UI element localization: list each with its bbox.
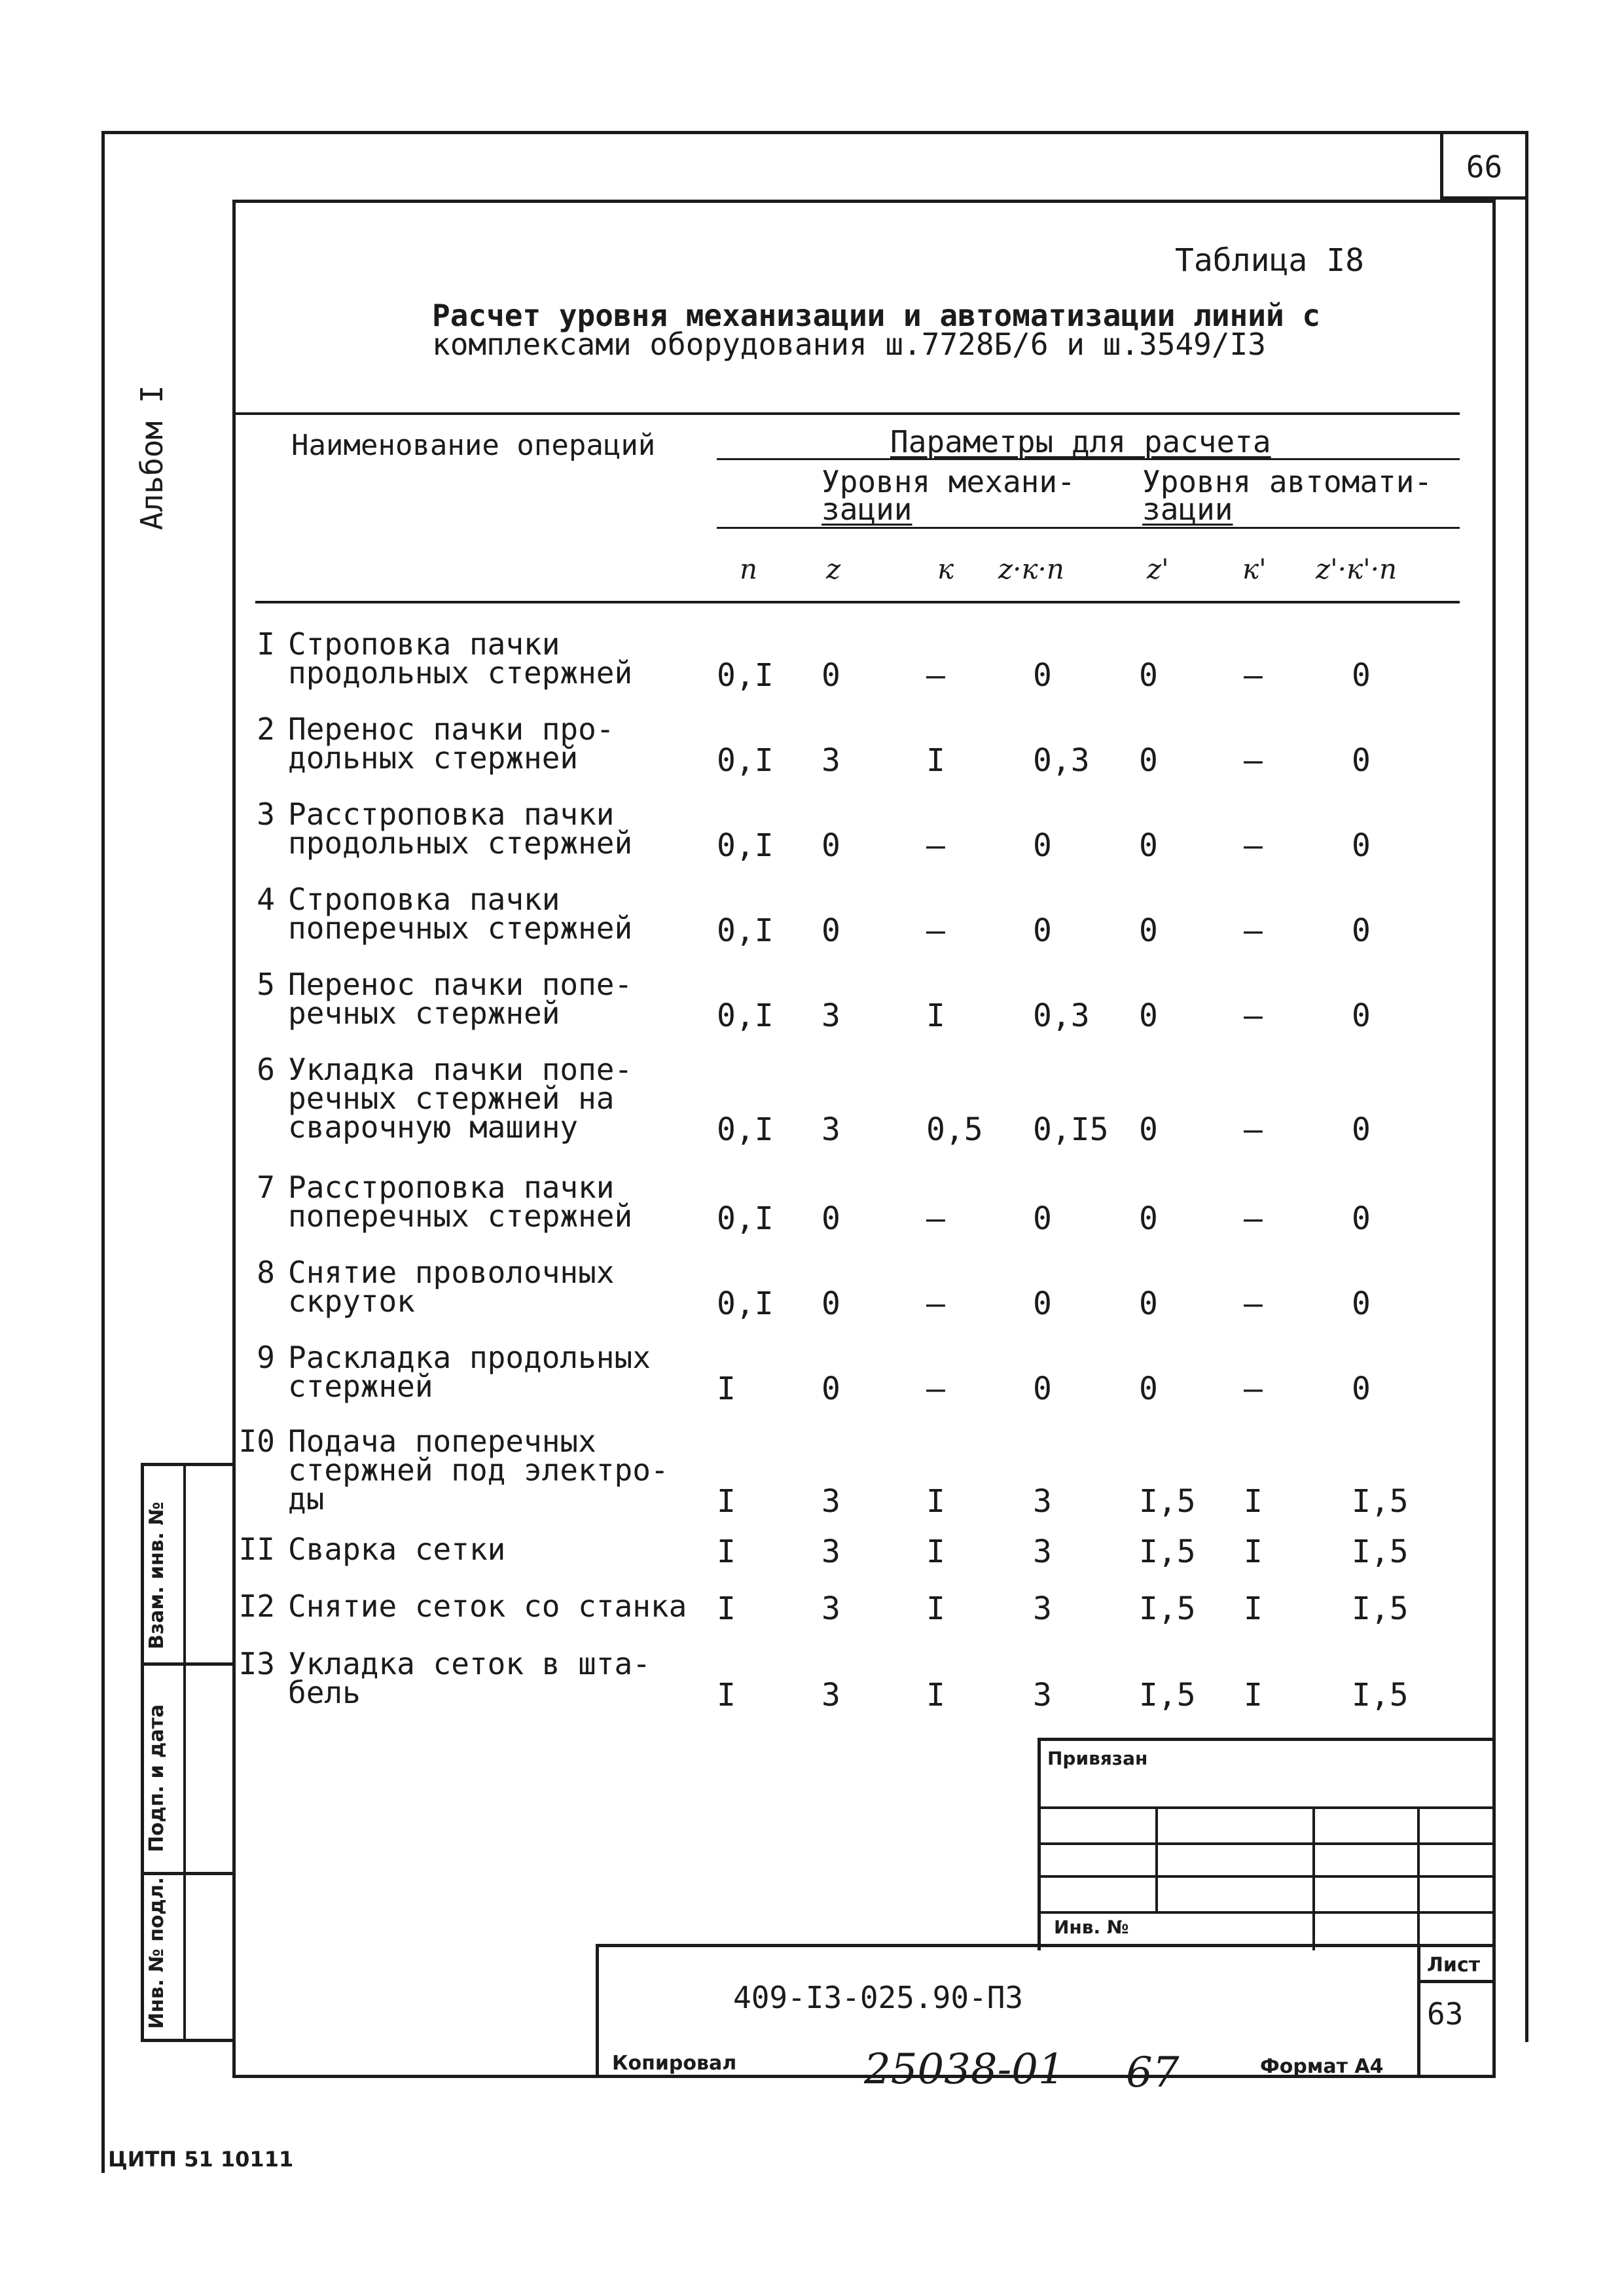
row-value: – [926,912,945,949]
stamp-rule-1 [1038,1806,1496,1809]
row-operation [288,626,633,691]
title-line-2: комплексами оборудования ш.7728Б/6 и ш.3549/I3 [432,327,1266,362]
row-operation [288,967,633,1031]
row-number: I2 [238,1588,275,1624]
title-line-1: Расчет уровня механизации и автоматизации линий с [432,298,1321,333]
row-value: 3 [1033,1590,1052,1627]
row-value: 0,I [717,742,774,779]
row-value: – [1244,912,1263,949]
operation-line: Снятие сеток со станка [288,1588,687,1624]
row-value: I [1244,1534,1263,1570]
row-value: – [926,1200,945,1237]
row-value: I [717,1371,736,1407]
header-mech-line1: Уровня механи- [821,464,1075,499]
row-value: 0 [1033,657,1052,694]
stamp-sheet-divider [1417,1944,1420,2078]
row-value: – [926,1285,945,1322]
row-number: I0 [238,1424,275,1459]
operation-line: Укладка пачки попе- [288,1052,633,1087]
row-value: 0 [1352,742,1371,779]
operation-line: стержней под электро- [288,1452,669,1488]
operation-line: Расстроповка пачки [288,1170,615,1205]
row-value: – [1244,742,1263,779]
side-strip-bottom [141,2039,232,2042]
table-title [432,298,1321,362]
operation-line: бель [288,1675,361,1710]
row-value: – [926,657,945,694]
header-bottom-rule [255,601,1460,603]
row-value: – [1244,827,1263,864]
row-value: 0 [1139,742,1158,779]
row-operation [288,1532,506,1567]
row-number: 4 [257,882,275,917]
header-auto-line2: зации [1142,492,1233,527]
operation-line: стержней [288,1369,433,1404]
row-number: 2 [257,711,275,747]
row-value: I,5 [1352,1590,1409,1627]
outer-frame-right [1525,131,1528,2042]
row-value: 0 [1139,657,1158,694]
row-operation [288,1255,615,1319]
row-value: 3 [1033,1483,1052,1520]
row-value: 0 [1033,1200,1052,1237]
table-label: Таблица I8 [1175,242,1364,279]
operation-line: дольных стержней [288,740,579,776]
operation-line: поперечных стержней [288,910,633,946]
row-operation [288,1340,651,1404]
row-value: 0 [821,1285,840,1322]
stamp-rule-3 [1038,1875,1496,1878]
header-auto [1142,464,1433,527]
row-value: 0 [1139,912,1158,949]
row-value: – [1244,997,1263,1034]
row-value: I [926,1483,945,1520]
row-value: – [926,827,945,864]
row-value: I [717,1677,736,1713]
row-value: I [717,1590,736,1627]
operation-line: Расстроповка пачки [288,797,615,832]
row-value: 0 [1139,1200,1158,1237]
row-value: 0,3 [1033,742,1090,779]
row-value: – [1244,1111,1263,1148]
row-value: – [1244,1200,1263,1237]
col-z-prime: z' [1147,553,1169,585]
row-value: 0,I5 [1033,1111,1109,1148]
stamp-rule-4 [1038,1911,1496,1914]
operation-line: Сварка сетки [288,1532,506,1567]
row-value: 0 [1033,827,1052,864]
col-n: n [740,553,758,585]
operation-line: речных стержней на [288,1081,615,1116]
side-strip-left [141,1463,144,2039]
row-number: 6 [257,1052,275,1087]
row-value: 3 [821,997,840,1034]
row-number: II [238,1532,275,1567]
col-k: к [937,553,954,585]
row-value: 0,I [717,1111,774,1148]
row-operation [288,711,615,776]
row-value: – [926,1371,945,1407]
operation-line: Строповка пачки [288,882,560,917]
header-top-rule [232,412,1460,415]
stamp-inv-no: Инв. № [1054,1916,1129,1938]
row-value: – [1244,1285,1263,1322]
row-value: I [717,1534,736,1570]
stamp-rule-2 [1038,1842,1496,1845]
operation-line: речных стержней [288,996,560,1031]
row-value: 3 [821,1590,840,1627]
row-number: 7 [257,1170,275,1205]
operation-line: Строповка пачки [288,626,560,662]
row-value: I [1244,1590,1263,1627]
row-value: 3 [821,1111,840,1148]
operation-line: Укладка сеток в шта- [288,1646,651,1681]
row-value: 3 [821,742,840,779]
stamp-sheet-label: Лист [1427,1954,1481,1977]
footer-format: Формат А4 [1260,2055,1384,2078]
row-value: 0 [821,912,840,949]
row-value: 0 [1033,1285,1052,1322]
col-zkn-prime: z'·к'·n [1316,553,1398,585]
row-value: 0 [1139,1285,1158,1322]
header-mech [821,464,1075,527]
row-value: 3 [1033,1534,1052,1570]
header-mech-line2: зации [821,492,912,527]
row-value: 0 [821,657,840,694]
header-operations: Наименование операций [291,429,656,462]
row-value: 0,I [717,1285,774,1322]
row-value: 0 [1352,1200,1371,1237]
row-value: 0,I [717,1200,774,1237]
footer-handwritten-code: 25038-01 [864,2045,1065,2094]
operation-line: Перенос пачки про- [288,711,615,747]
row-value: 0 [1139,997,1158,1034]
row-value: I,5 [1352,1677,1409,1713]
row-value: 3 [1033,1677,1052,1713]
row-operation [288,1646,651,1710]
side-strip-mid [183,1463,186,2039]
row-number: I [257,626,275,662]
row-operation [288,1170,633,1234]
row-value: I,5 [1139,1590,1196,1627]
stamp-col-3 [1417,1806,1420,1950]
col-zkn: z·к·n [998,553,1064,585]
row-value: I [926,997,945,1034]
side-label-vzam: Взам. инв. № [145,1501,168,1649]
row-value: 0,I [717,912,774,949]
footer-copied: Копировал [612,2052,737,2075]
operation-line: Раскладка продольных [288,1340,651,1375]
stamp-privyazan: Привязан [1047,1748,1148,1769]
row-value: 0 [1033,1371,1052,1407]
operation-line: ды [288,1481,325,1516]
operation-line: поперечных стержней [288,1198,633,1234]
row-number: 9 [257,1340,275,1375]
row-value: 0 [1033,912,1052,949]
row-operation [288,1588,687,1624]
row-value: 0,3 [1033,997,1090,1034]
row-value: 0,I [717,827,774,864]
stamp-sheet-rule [1417,1980,1496,1983]
row-value: – [1244,1371,1263,1407]
levels-rule [717,527,1460,529]
row-operation [288,1052,633,1145]
stamp-col-2 [1312,1806,1315,1950]
row-value: 0 [1139,1371,1158,1407]
page-number: 66 [1466,149,1503,185]
row-value: 0 [1352,1285,1371,1322]
operation-line: Подача поперечных [288,1424,596,1459]
row-value: 0 [1139,1111,1158,1148]
side-label-inv: Инв. № подл. [145,1876,168,2029]
col-z: z [826,553,841,585]
row-value: 3 [821,1677,840,1713]
row-value: 0 [821,827,840,864]
side-strip-div2 [141,1872,232,1875]
row-operation [288,797,633,861]
row-value: I [1244,1483,1263,1520]
row-operation [288,1424,669,1516]
operation-line: скруток [288,1283,415,1319]
row-value: I,5 [1352,1483,1409,1520]
operation-line: продольных стержней [288,655,633,691]
header-params: Параметры для расчета [890,424,1271,459]
header-auto-line1: Уровня автомати- [1142,464,1433,499]
row-operation [288,882,633,946]
row-value: I [926,1590,945,1627]
row-value: I,5 [1139,1483,1196,1520]
row-value: 3 [821,1483,840,1520]
operation-line: Перенос пачки попе- [288,967,633,1002]
row-value: I,5 [1139,1677,1196,1713]
operation-line: сварочную машину [288,1109,579,1145]
operation-line: Снятие проволочных [288,1255,615,1290]
stamp-col-1 [1155,1806,1158,1911]
row-value: 0,5 [926,1111,983,1148]
stamp-sheet-no: 63 [1427,1996,1464,2032]
col-k-prime: к' [1242,553,1267,585]
row-value: – [1244,657,1263,694]
side-strip-top [141,1463,232,1466]
row-value: I,5 [1139,1534,1196,1570]
row-number: 3 [257,797,275,832]
row-value: 0 [821,1200,840,1237]
row-number: 5 [257,967,275,1002]
row-value: 0,I [717,997,774,1034]
row-value: 3 [821,1534,840,1570]
row-number: I3 [238,1646,275,1681]
row-value: I [717,1483,736,1520]
footer-handwritten-num: 67 [1126,2049,1180,2097]
footer-printer: ЦИТП 51 10111 [108,2147,294,2172]
row-value: 0 [1352,657,1371,694]
album-label: Альбом I [134,385,170,530]
row-value: 0 [821,1371,840,1407]
row-number: 8 [257,1255,275,1290]
row-value: 0 [1352,827,1371,864]
side-strip-div1 [141,1662,232,1666]
row-value: I [926,742,945,779]
row-value: 0 [1352,912,1371,949]
row-value: 0 [1139,827,1158,864]
stamp-doc-code: 409-I3-025.90-ПЗ [733,1980,1024,2015]
row-value: I,5 [1352,1534,1409,1570]
row-value: I [926,1534,945,1570]
operation-line: продольных стержней [288,825,633,861]
side-label-podp: Подп. и дата [145,1704,168,1852]
row-value: I [1244,1677,1263,1713]
row-value: 0 [1352,1111,1371,1148]
row-value: I [926,1677,945,1713]
row-value: 0 [1352,1371,1371,1407]
row-value: 0 [1352,997,1371,1034]
row-value: 0,I [717,657,774,694]
